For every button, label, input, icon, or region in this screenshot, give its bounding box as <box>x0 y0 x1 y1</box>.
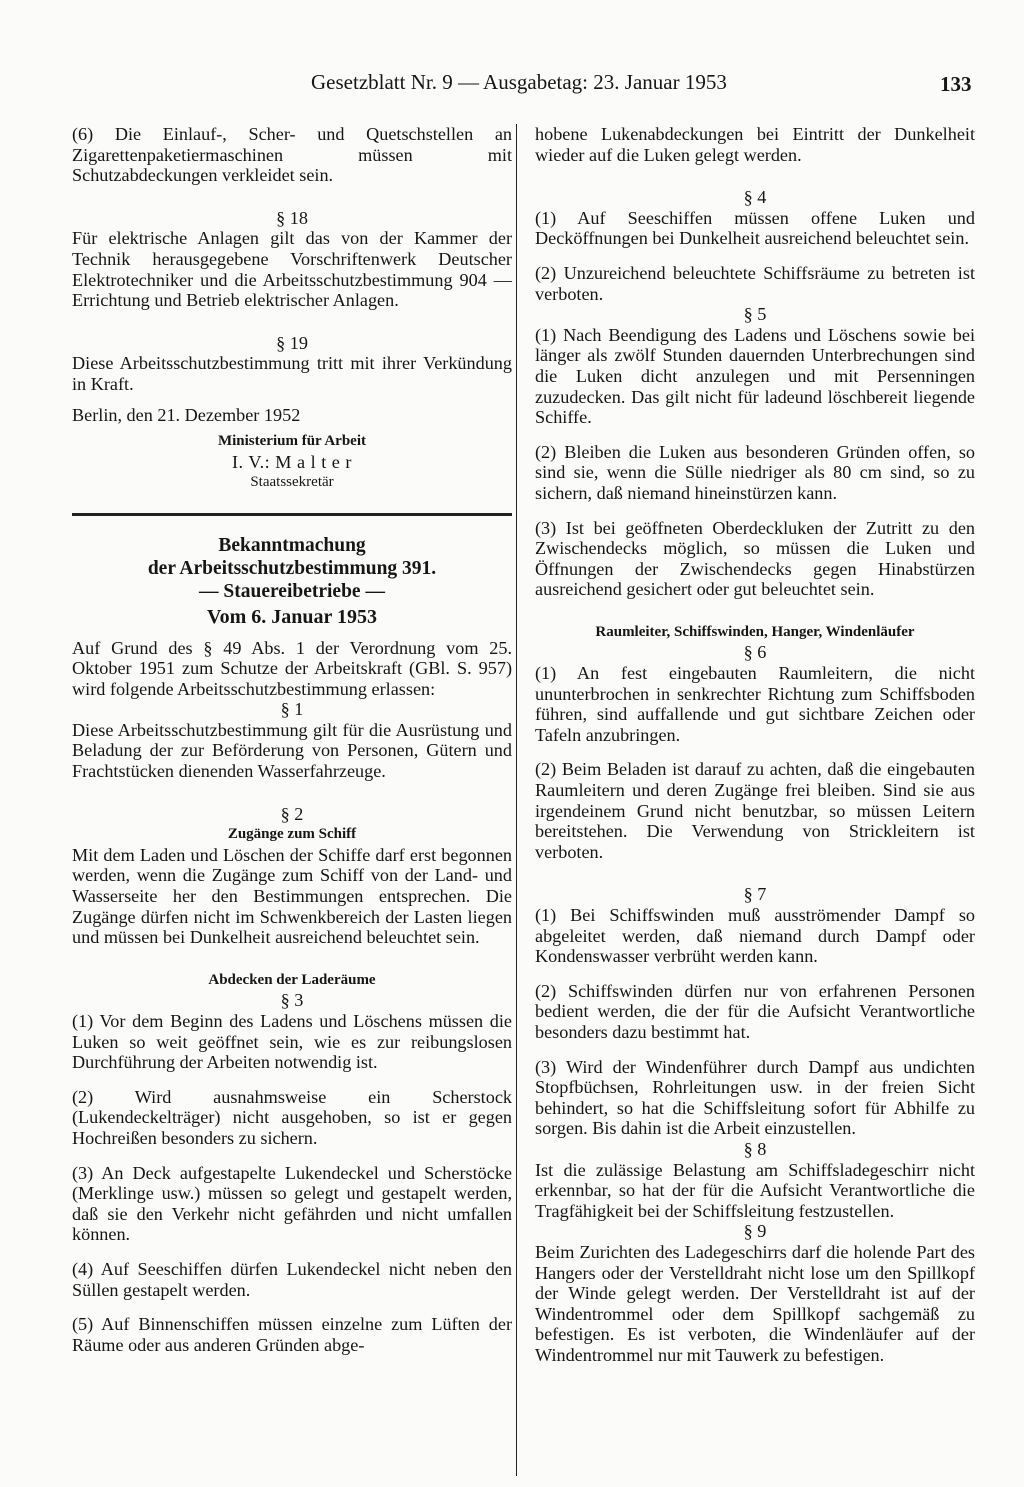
section-6-heading: Raumleiter, Schiffswinden, Hanger, Windenläufer <box>595 623 915 640</box>
section-3-para-4: (4) Auf Seeschiffen dürfen Lukendeckel nicht neben den Süllen gestapelt werden. <box>72 1258 512 1300</box>
section-1-title: § 1 <box>280 699 304 720</box>
notice-topic: — Stauereibetriebe — <box>199 580 385 602</box>
section-19-text: Diese Arbeitsschutzbestimmung tritt mit ihrer Verkündung in Kraft. <box>72 353 512 394</box>
section-4-para-2: (2) Unzureichend beleuchtete Schiffsräume zu betreten ist verboten. <box>535 262 975 304</box>
section-rule <box>72 513 512 516</box>
header-title: Gesetzblatt Nr. 9 — Ausgabetag: 23. Januar 1953 <box>311 70 727 94</box>
section-4-title: § 4 <box>743 187 767 208</box>
section-3-para-3: (3) An Deck aufgestapelte Lukendeckel und Scherstöcke (Merklinge usw.) müssen so gelegt und gestapelt werden, daß sie den Verkehr nicht gefährden und nicht umfallen können. <box>72 1162 512 1245</box>
section-9-text: Beim Zurichten des Ladegeschirrs darf die holende Part des Hangers oder der Verstelldraht nicht lose um den Spillkopf der Winde gelegt werden. Der Verstelldraht ist auf der Windentrommel oder dem Spillkopf sachgemäß zu befestigen. Es ist verboten, die Windenläufer auf der Windentrommel nur mit Tauwerk zu befestigen. <box>535 1241 975 1365</box>
preamble: Auf Grund des § 49 Abs. 1 der Verordnung vom 25. Oktober 1951 zum Schutze der Arbeitskraft (GBl. S. 957) wird folgende Arbeitsschutzbestimmung erlassen: <box>72 637 512 699</box>
section-3-para-1: (1) Vor dem Beginn des Ladens und Löschens müssen die Luken so weit geöffnet sein, wie es zur reibungslosen Durchführung der Arbeiten notwendig ist. <box>72 1011 512 1073</box>
section-2-heading: Zugänge zum Schiff <box>227 826 357 843</box>
paragraph-6: (6) Die Einlauf-, Scher- und Quetschstellen an Zigarettenpaketiermaschinen müssen mit Schutzabdeckungen verkleidet sein. <box>72 124 512 186</box>
section-4-para-1: (1) Auf Seeschiffen müssen offene Luken und Decköffnungen bei Dunkelheit ausreichend beleuchtet sein. <box>535 207 975 249</box>
section-1-text: Diese Arbeitsschutzbestimmung gilt für die Ausrüstung und Beladung der zur Beförderung von Personen, Gütern und Frachtstücken dienenden Wasserfahrzeuge. <box>72 719 512 782</box>
page-header <box>0 70 1024 100</box>
section-6-para-1: (1) An fest eingebauten Raumleitern, die nicht ununterbrochen in senkrechter Richtung zum Schiffsboden führen, sind auffallende und gut sichtbare Zeichen oder Tafeln anzubringen. <box>535 663 975 745</box>
section-5-para-3: (3) Ist bei geöffneten Oberdeckluken der Zutritt zu den Zwischendecks möglich, so müssen die Luken und Öffnungen der Zwischendecks gegen Hinabstürzen ausreichend gesichert oder gut beleuchtet sein. <box>535 517 975 600</box>
column-divider <box>516 124 517 1476</box>
place-date: Berlin, den 21. Dezember 1952 <box>72 404 301 425</box>
section-7-para-2: (2) Schiffswinden dürfen nur von erfahrenen Personen bedient werden, die der für die Aufsicht Verantwortliche besonders dazu bestimmt hat. <box>535 980 975 1042</box>
signer-name: I. V.: M a l t e r <box>232 451 352 472</box>
section-3-heading: Abdecken der Laderäume <box>208 971 376 988</box>
section-3-para-2: (2) Wird ausnahmsweise ein Scherstock (Lukendeckelträger) nicht ausgehoben, so ist er gegen Hochreißen besonders zu sichern. <box>72 1086 512 1148</box>
section-7-para-3: (3) Wird der Windenführer durch Dampf aus undichten Stopfbüchsen, Rohrleitungen usw. in der freien Sicht behindert, so hat die Schiffsleitung sofort für Abhilfe zu sorgen. Bis dahin ist die Arbeit einzustellen. <box>535 1056 975 1139</box>
section-18-text: Für elektrische Anlagen gilt das von der Kammer der Technik herausgegebene Vorschriftenwerk Deutscher Elektrotechniker und die Arbeitsschutzbestimmung 904 — Errichtung und Betrieb elektrischer Anlagen. <box>72 228 512 311</box>
section-9-title: § 9 <box>743 1221 767 1242</box>
section-3-para-5: (5) Auf Binnenschiffen müssen einzelne zum Lüften der Räume oder aus anderen Gründen abge- <box>72 1314 512 1355</box>
section-7-title: § 7 <box>743 884 767 905</box>
left-column <box>72 124 512 1355</box>
section-8-text: Ist die zulässige Belastung am Schiffsladegeschirr nicht erkennbar, so hat der für die Aufsicht Verantwortliche die Tragfähigkeit bei der Schiffsleitung festzustellen. <box>535 1159 975 1221</box>
section-19-title: § 19 <box>276 332 308 353</box>
right-column <box>535 124 975 1365</box>
signer-title: Staatssekretär <box>250 474 334 491</box>
section-5-para-1: (1) Nach Beendigung des Ladens und Löschens sowie bei länger als zwölf Stunden dauernden Unterbrechungen sind die Luken dicht anzulegen und mit Persenningen zuzudecken. Das gilt nicht für ladeund löschbereit liegende Schiffe. <box>535 324 975 428</box>
section-6-title: § 6 <box>743 642 767 663</box>
ministry-name: Ministerium für Arbeit <box>217 433 367 450</box>
section-2-text: Mit dem Laden und Löschen der Schiffe darf erst begonnen werden, wenn die Zugänge zum Schiff von der Land- und Wasserseite her den Bestimmungen entsprechen. Die Zugänge dürfen nicht im Schwenkbereich der Lasten liegen und müssen bei Dunkelheit ausreichend beleuchtet sein. <box>72 844 512 948</box>
section-18-title: § 18 <box>276 207 308 228</box>
continuation-text: hobene Lukenabdeckungen bei Eintritt der Dunkelheit wieder auf die Luken gelegt werden. <box>535 124 975 165</box>
section-5-title: § 5 <box>743 304 767 325</box>
section-2-title: § 2 <box>280 803 304 824</box>
section-5-para-2: (2) Bleiben die Luken aus besonderen Gründen offen, so sind sie, wenn die Sülle niedriger als 80 cm sind, so zu sichern, daß niemand hineinstürzen kann. <box>535 441 975 503</box>
notice-date: Vom 6. Januar 1953 <box>206 605 378 628</box>
notice-subtitle: der Arbeitsschutzbestimmung 391. <box>147 557 437 579</box>
page-number: 133 <box>940 72 972 96</box>
section-3-title: § 3 <box>280 990 304 1011</box>
notice-title: Bekanntmachung <box>218 534 366 556</box>
section-7-para-1: (1) Bei Schiffswinden muß ausströmender Dampf so abgeleitet werden, daß niemand durch Dampf oder Kondenswasser verbrüht werden kann. <box>535 905 975 967</box>
section-8-title: § 8 <box>743 1138 767 1159</box>
section-6-para-2: (2) Beim Beladen ist darauf zu achten, daß die eingebauten Raumleitern und deren Zugänge frei bleiben. Sind sie aus irgendeinem Grund nicht benutzbar, so müssen Leitern bereitstehen. Die Verwendung von Strickleitern ist verboten. <box>535 759 975 862</box>
